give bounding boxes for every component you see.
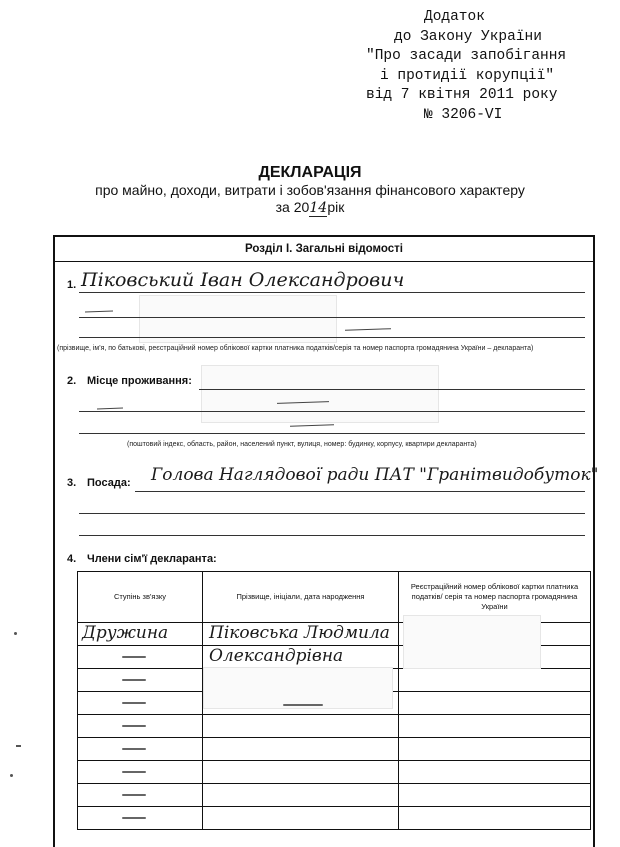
table-row <box>78 784 591 807</box>
table-row <box>78 669 591 692</box>
rule-line <box>79 535 585 536</box>
tax-id-cell <box>399 669 591 692</box>
name-cell <box>203 692 399 715</box>
declarant-name-handwritten: Піковський Іван Олександрович <box>81 269 405 291</box>
rule-line <box>135 491 585 492</box>
name-cell <box>203 623 399 646</box>
declaration-year <box>0 199 620 217</box>
dash-mark <box>283 704 323 706</box>
appendix-line: від 7 квітня 2011 року <box>366 87 558 103</box>
name-handwritten: Піковська Людмила <box>209 623 390 643</box>
rule-line <box>79 317 585 318</box>
residence-label: Місце проживання: <box>87 375 192 387</box>
redacted-block <box>403 615 541 669</box>
dash-mark <box>122 771 146 773</box>
tax-id-cell <box>399 807 591 830</box>
relation-cell <box>78 738 203 761</box>
scan-speck <box>16 745 21 747</box>
position-label: Посада: <box>87 477 131 489</box>
relation-cell <box>78 646 203 669</box>
relation-cell <box>78 623 203 646</box>
appendix-line: до Закону України <box>394 28 542 45</box>
appendix-line: "Про засади запобігання <box>366 48 567 64</box>
declaration-subtitle: про майно, доходи, витрати і зобов'язання фінансового характеру <box>95 182 525 198</box>
name-cell <box>203 738 399 761</box>
scan-speck <box>14 632 17 635</box>
dash-mark <box>122 702 146 704</box>
relation-cell <box>78 761 203 784</box>
name-handwritten: Олександрівна <box>209 646 344 666</box>
position-handwritten: Голова Наглядової ради ПАТ "Гранітвидобуток" <box>151 465 599 485</box>
section-general-info <box>53 235 599 847</box>
name-cell <box>203 715 399 738</box>
name-cell <box>203 761 399 784</box>
section-heading: Розділ І. Загальні відомості <box>55 237 593 262</box>
relation-cell <box>78 669 203 692</box>
table-row <box>78 692 591 715</box>
item-1-number: 1. <box>67 279 77 291</box>
family-members-table <box>77 571 591 830</box>
appendix-line: і протидії корупції" <box>380 67 555 84</box>
col-name-header: Прізвище, ініціали, дата народження <box>203 572 399 623</box>
item-2-caption: (поштовий індекс, область, район, населений пункт, вулиця, номер: будинку, корпусу, квартири декларанта) <box>127 441 477 448</box>
rule-line <box>79 337 585 338</box>
table-row <box>78 807 591 830</box>
col-tax-id-header: Реєстраційний номер облікової картки платника податків/ серія та номер паспорта громадянина України <box>399 572 591 623</box>
appendix-line: Додаток <box>424 9 485 25</box>
year-suffix: рік <box>327 199 345 215</box>
table-row <box>78 715 591 738</box>
tax-id-cell <box>399 623 591 646</box>
item-1-caption: (прізвище, ім'я, по батькові, реєстраційний номер облікової картки платника податків/серія та номер паспорта громадянина України – декларанта) <box>57 345 534 352</box>
name-cell <box>203 807 399 830</box>
tax-id-cell <box>399 738 591 761</box>
rule-line <box>79 411 585 412</box>
col-relation-header: Ступінь зв'язку <box>78 572 203 623</box>
table-row <box>78 761 591 784</box>
appendix-line: № 3206-VI <box>424 106 503 123</box>
dash-mark <box>345 328 391 331</box>
relation-cell <box>78 692 203 715</box>
table-row <box>78 738 591 761</box>
item-2-number: 2. <box>67 375 77 387</box>
name-cell <box>203 669 399 692</box>
relation-cell <box>78 715 203 738</box>
appendix-note <box>330 8 620 125</box>
year-prefix: за 20 <box>275 199 310 215</box>
rule-line <box>79 292 585 293</box>
name-cell <box>203 646 399 669</box>
dash-mark <box>122 656 146 658</box>
relation-handwritten: Дружина <box>82 623 169 643</box>
relation-cell <box>78 807 203 830</box>
dash-mark <box>97 408 123 410</box>
rule-line <box>199 389 585 390</box>
dash-mark <box>122 679 146 681</box>
relation-cell <box>78 784 203 807</box>
redacted-block <box>139 295 337 343</box>
dash-mark <box>290 424 334 427</box>
item-3-number: 3. <box>67 477 77 489</box>
rule-line <box>79 433 585 434</box>
dash-mark <box>122 817 146 819</box>
family-members-label: Члени сім'ї декларанта: <box>87 553 217 565</box>
dash-mark <box>122 794 146 796</box>
redacted-block <box>201 365 439 423</box>
table-row <box>78 623 591 646</box>
dash-mark <box>85 311 113 313</box>
dash-mark <box>122 748 146 750</box>
tax-id-cell <box>399 761 591 784</box>
item-4-number: 4. <box>67 553 77 565</box>
tax-id-cell <box>399 715 591 738</box>
name-cell <box>203 784 399 807</box>
year-handwritten: 14 <box>309 200 328 216</box>
tax-id-cell <box>399 692 591 715</box>
tax-id-cell <box>399 784 591 807</box>
rule-line <box>79 513 585 514</box>
declaration-title: ДЕКЛАРАЦІЯ <box>258 164 362 181</box>
scan-speck <box>10 774 13 777</box>
dash-mark <box>122 725 146 727</box>
